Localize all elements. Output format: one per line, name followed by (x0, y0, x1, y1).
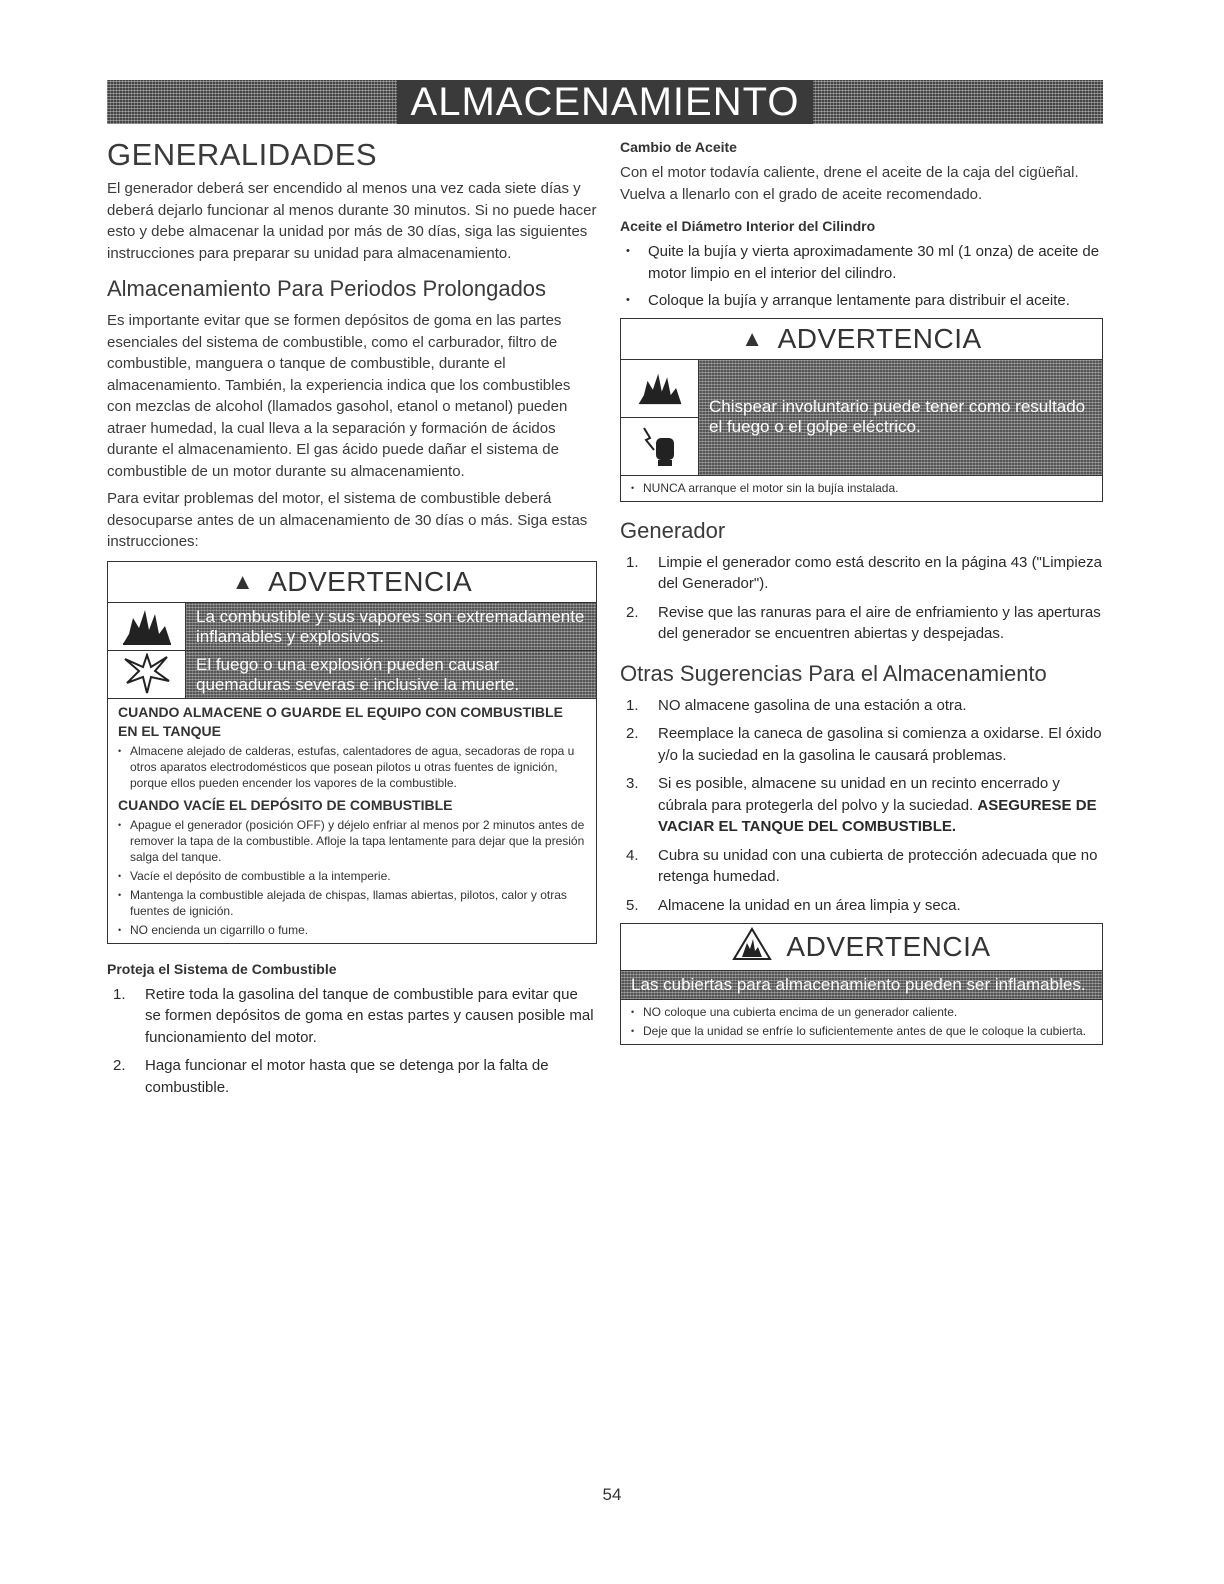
list-item: • Almacene alejado de calderas, estufas, calentadores de agua, secadoras de ropa u otros aparatos electrodomésticos que posean pilotos u otras fuentes de ignición, porque ellos pueden encender los vapores de la combustible. (116, 743, 588, 791)
list-item: 5. Almacene la unidad en un área limpia y seca. (626, 896, 961, 914)
prolongados-heading: Almacenamiento Para Periodos Prolongados (107, 276, 547, 301)
spark-hazard-icons (621, 360, 699, 475)
fire-icon (108, 603, 186, 650)
generalidades-heading: GENERALIDADES (107, 137, 378, 172)
cilindro-list (620, 241, 1103, 312)
cover-warning-list (621, 999, 1102, 1044)
list-item: 2. Haga funcionar el motor hasta que se detenga por la falta de combustible. (113, 1057, 549, 1096)
left-column (107, 138, 597, 1105)
fire-triangle-icon (732, 927, 772, 967)
hazard-row-flammable (108, 602, 596, 650)
page-number: 54 (602, 1485, 622, 1504)
explosion-icon (108, 651, 186, 698)
hazard-text-flammable: La combustible y sus vapores son extremadamente inflamables y explosivos. (186, 603, 596, 650)
emphasis-text: ASEGURESE DE VACIAR EL TANQUE DEL COMBUSTIBLE. (658, 796, 1097, 835)
spark-warning-title-text: ADVERTENCIA (777, 322, 982, 354)
prolongados-paragraph-1: Es importante evitar que se formen depósitos de goma en las partes esenciales del sistema de combustible, como el carburador, filtro de combustible, manguera o tanque de combustible, durante el almacenamiento. También, la experiencia indica que los combustibles con mezclas de alcohol (llamados gasohol, etanol o metanol) pueden atraer humedad, la cual lleva a la separación y formación de ácidos durante el almacenamiento. El gas ácido puede dañar el sistema de combustible de un motor durante su almacenamiento. (107, 312, 571, 480)
hazard-row-explosion (108, 650, 596, 698)
section-banner (107, 80, 1103, 124)
banner-title: ALMACENAMIENTO (397, 80, 814, 124)
aceite-text: Con el motor todavía caliente, drene el aceite de la caja del cigüeñal. Vuelva a llenarlo con el grado de aceite recomendado. (620, 164, 1079, 203)
hazard-text-explosion: El fuego o una explosión pueden causar quemaduras severas e inclusive la muerte. (186, 651, 596, 698)
spark-hazard-row (621, 359, 1102, 475)
empty-tank-heading: CUANDO VACÍE EL DEPÓSITO DE COMBUSTIBLE (118, 796, 453, 813)
cover-warning-title (621, 924, 1102, 970)
generador-heading: Generador (620, 517, 726, 543)
list-item: • NO encienda un cigarrillo o fume. (116, 922, 588, 938)
spark-warning-box (620, 318, 1103, 502)
list-item: 1. Limpie el generador como está descrito en la página 43 ("Limpieza del Generador"). (626, 553, 1102, 592)
list-item: • Deje que la unidad se enfríe lo suficientemente antes de que le coloque la cubierta. (629, 1023, 1094, 1039)
cover-warning-box (620, 923, 1103, 1045)
warning-triangle-icon: ▲ (741, 325, 764, 351)
electric-shock-icon (621, 418, 698, 475)
proteja-heading: Proteja el Sistema de Combustible (107, 960, 337, 977)
warning-triangle-icon: ▲ (231, 568, 255, 594)
fire-icon (621, 360, 698, 418)
spark-warning-title (621, 319, 1102, 359)
empty-tank-list (108, 815, 596, 943)
list-item: • Apague el generador (posición OFF) y déjelo enfriar al menos por 2 minutos antes de remover la tapa de la combustible. Afloje la tapa lentamente para dejar que la presión salga del tanque. (116, 817, 588, 865)
spark-warning-list (621, 475, 1102, 501)
spark-hazard-text: Chispear involuntario puede tener como resultado el fuego o el golpe eléctrico. (699, 360, 1102, 475)
list-item: 1. Retire toda la gasolina del tanque de combustible para evitar que se formen depósitos de goma en estas partes y causen posible mal funcionamiento del motor. (113, 985, 594, 1046)
list-item: • Coloque la bujía y arranque lentamente para distribuir el aceite. (620, 290, 1103, 312)
aceite-heading: Cambio de Aceite (620, 139, 737, 155)
sugerencias-heading: Otras Sugerencias Para el Almacenamiento (620, 660, 1047, 686)
list-item: • NUNCA arranque el motor sin la bujía instalada. (629, 480, 1094, 496)
cover-warning-title-text: ADVERTENCIA (786, 931, 991, 962)
list-item: • NO coloque una cubierta encima de un generador caliente. (629, 1004, 1094, 1020)
generalidades-text: El generador deberá ser encendido al menos una vez cada siete días y deberá dejarlo funcionar al menos durante 30 minutos. Si no puede hacer esto y debe almacenar la unidad por más de 30 días, siga las siguientes instrucciones para preparar su unidad para almacenamiento. (107, 180, 597, 262)
prolongados-paragraph-2: Para evitar problemas del motor, el sistema de combustible deberá desocuparse antes de un almacenamiento de 30 días o más. Siga estas instrucciones: (107, 490, 588, 550)
list-item: 4. Cubra su unidad con una cubierta de protección adecuada que no retenga humedad. (626, 846, 1098, 885)
right-column (620, 136, 1103, 1045)
fuel-warning-title-text: ADVERTENCIA (268, 565, 473, 597)
sugerencias-list (620, 695, 1103, 917)
storage-with-fuel-list (108, 741, 596, 796)
list-item: 3. Si es posible, almacene su unidad en un recinto encerrado y cúbrala para protegerla del polvo y la suciedad. ASEGURESE DE VACIAR EL TANQUE DEL COMBUSTIBLE. (626, 775, 1097, 835)
list-item: 2. Reemplace la caneca de gasolina si comienza a oxidarse. El óxido y/o la suciedad en la gasolina le causará problemas. (626, 725, 1102, 764)
list-item: 2. Revise que las ranuras para el aire de enfriamiento y las aperturas del generador se encuentren abiertas y despejadas. (626, 603, 1101, 642)
storage-with-fuel-heading: CUANDO ALMACENE O GUARDE EL EQUIPO CON COMBUSTIBLE EN EL TANQUE (108, 698, 596, 741)
generador-list (620, 552, 1103, 645)
fuel-warning-title (108, 562, 596, 602)
list-item: • Mantenga la combustible alejada de chispas, llamas abiertas, pilotos, calor y otras fuentes de ignición. (116, 887, 588, 919)
list-item: • Quite la bujía y vierta aproximadamente 30 ml (1 onza) de aceite de motor limpio en el interior del cilindro. (620, 241, 1103, 284)
proteja-list (107, 984, 597, 1099)
cover-hazard-text: Las cubiertas para almacenamiento pueden ser inflamables. (621, 970, 1102, 999)
list-item: 1. NO almacene gasolina de una estación a otra. (626, 696, 967, 714)
cilindro-heading: Aceite el Diámetro Interior del Cilindro (620, 218, 876, 234)
list-item: • Vacíe el depósito de combustible a la intemperie. (116, 868, 588, 884)
fuel-warning-box (107, 561, 597, 944)
